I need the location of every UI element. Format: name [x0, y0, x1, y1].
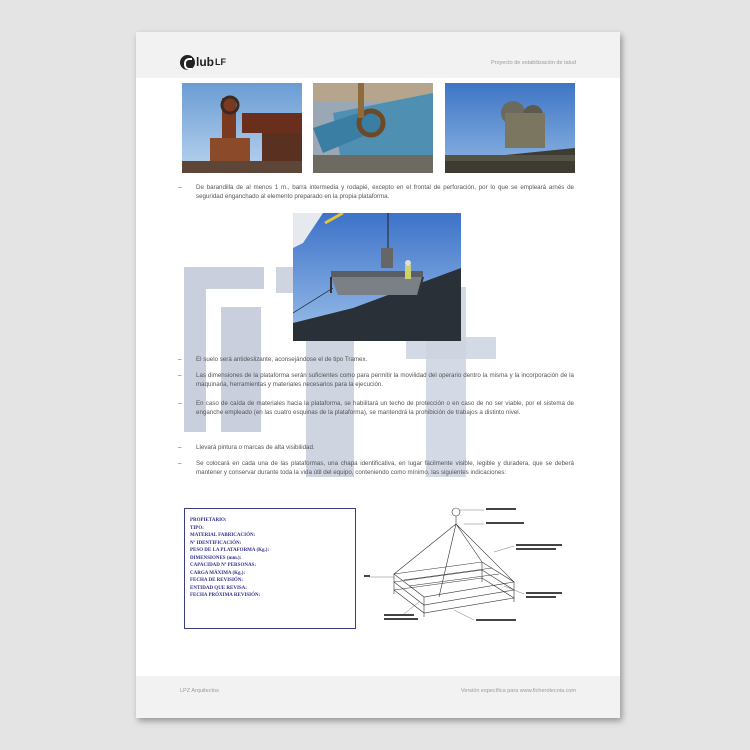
- identification-plate-box: [184, 508, 356, 629]
- bullet-dash: –: [178, 372, 182, 379]
- photo-crane-hook: [182, 83, 302, 173]
- plate-field: ENTIDAD QUE REVISA:: [190, 585, 247, 591]
- bullet-dash: –: [178, 184, 182, 191]
- bullet-text: En caso de caída de materiales hacia la plataforma, se habilitará un techo de protección o en caso de no ser viable, por el sistema de enganche empleado (en las cuatro esquinas de la plataforma), se mantendrá la prohibición de trabajos a distinto nivel.: [196, 400, 574, 417]
- bullet-dash: –: [178, 444, 182, 451]
- bullet-text: Se colocará en cada una de las plataformas, una chapa identificativa, en lugar fácilmente visible, legible y duradera, que se deberá mantener y conservar durante toda la vida útil del equipo, conteniendo como mínimo, las siguientes indicaciones:: [196, 460, 574, 477]
- plate-field: Nº IDENTIFICACIÓN:: [190, 540, 242, 546]
- photo-suspended-platform: [293, 213, 461, 341]
- bullet-item: [178, 355, 574, 364]
- plate-field: PESO DE LA PLATAFORMA (Kg.):: [190, 548, 270, 553]
- plate-field: FECHA PRÓXIMA REVISIÓN:: [190, 593, 261, 598]
- footer-author: LPZ Arquitectos: [180, 688, 219, 694]
- footer-version-note: Versión específica para www.ficherotecnia.com: [461, 688, 576, 694]
- bullet-item: [178, 371, 574, 389]
- plate-field: FECHA DE REVISIÓN:: [190, 578, 244, 583]
- logo-text: lub: [196, 55, 214, 69]
- photo-pulley: [445, 83, 575, 173]
- page-header: [136, 32, 620, 78]
- platform-diagram: [364, 502, 584, 632]
- bullet-item: [178, 459, 574, 477]
- photo-platform-hook: [313, 83, 433, 173]
- plate-field: MATERIAL FABRICACIÓN:: [190, 533, 256, 538]
- bullet-dash: –: [178, 460, 182, 467]
- bullet-text: El suelo será antideslizante, aconsejándose el de tipo Tramex.: [196, 356, 368, 363]
- club-logo: [180, 53, 226, 71]
- page-footer: [136, 676, 620, 718]
- club-logo-mark-icon: [180, 55, 195, 70]
- bullet-text: Las dimensiones de la plataforma serán suficientes como para permitir la movilidad del operario dentro la misma y la incorporación de la maquinaria, herramientas y materiales necesarios para la ejecución.: [196, 372, 574, 389]
- logo-suffix: LF: [215, 57, 226, 67]
- plate-field: TIPO:: [190, 525, 204, 531]
- bullet-text: Llevará pintura o marcas de alta visibilidad.: [196, 444, 315, 451]
- plate-field: PROPIETARIO:: [190, 518, 227, 523]
- bullet-item: [178, 183, 574, 201]
- document-page: [136, 32, 620, 718]
- bullet-text: De barandilla de al menos 1 m., barra intermedia y rodapié, excepto en el frontal de perforación, por lo que se empleará arnés de seguridad enganchado al elemento preparado en la propia plataforma.: [196, 184, 574, 201]
- bullet-dash: –: [178, 356, 182, 363]
- bullet-dash: –: [178, 400, 182, 407]
- plate-field: DIMENSIONES (mm.):: [190, 555, 242, 561]
- header-project-title: Proyecto de estabilización de talud: [491, 60, 576, 66]
- plate-field: CAPACIDAD Nº PERSONAS:: [190, 563, 257, 568]
- plate-field: CARGA MÁXIMA (Kg.):: [190, 570, 246, 576]
- bullet-item: [178, 443, 574, 452]
- bullet-item: [178, 399, 574, 417]
